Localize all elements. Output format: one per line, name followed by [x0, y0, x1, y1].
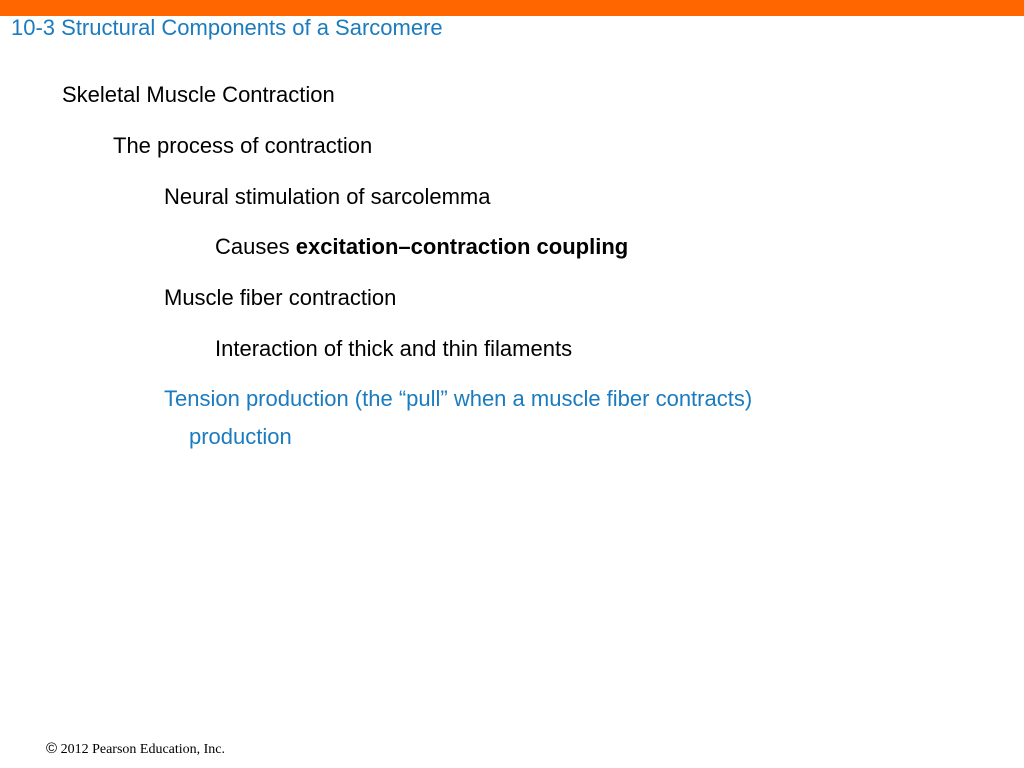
excitation-contraction-coupling-term: excitation–contraction coupling — [295, 234, 629, 259]
outline-item-level3-neural: Neural stimulation of sarcolemma — [164, 184, 491, 209]
outline-item-tension-continued: production — [189, 424, 292, 449]
copyright-symbol: © — [46, 740, 58, 757]
outline-item-level2: The process of contraction — [113, 133, 373, 158]
outline-item-tension: Tension production (the “pull” when a muscle fiber contracts) — [164, 386, 753, 411]
outline-item-level4-interaction: Interaction of thick and thin filaments — [215, 336, 573, 361]
slide-title: 10-3 Structural Components of a Sarcomere — [11, 15, 443, 40]
copyright-footer — [46, 740, 225, 759]
outline-item-level1: Skeletal Muscle Contraction — [62, 82, 335, 107]
outline-item-level3-fiber: Muscle fiber contraction — [164, 285, 397, 310]
outline-item-level4-causes — [215, 234, 628, 260]
copyright-text: 2012 Pearson Education, Inc. — [57, 742, 226, 757]
causes-prefix: Causes — [215, 234, 296, 259]
